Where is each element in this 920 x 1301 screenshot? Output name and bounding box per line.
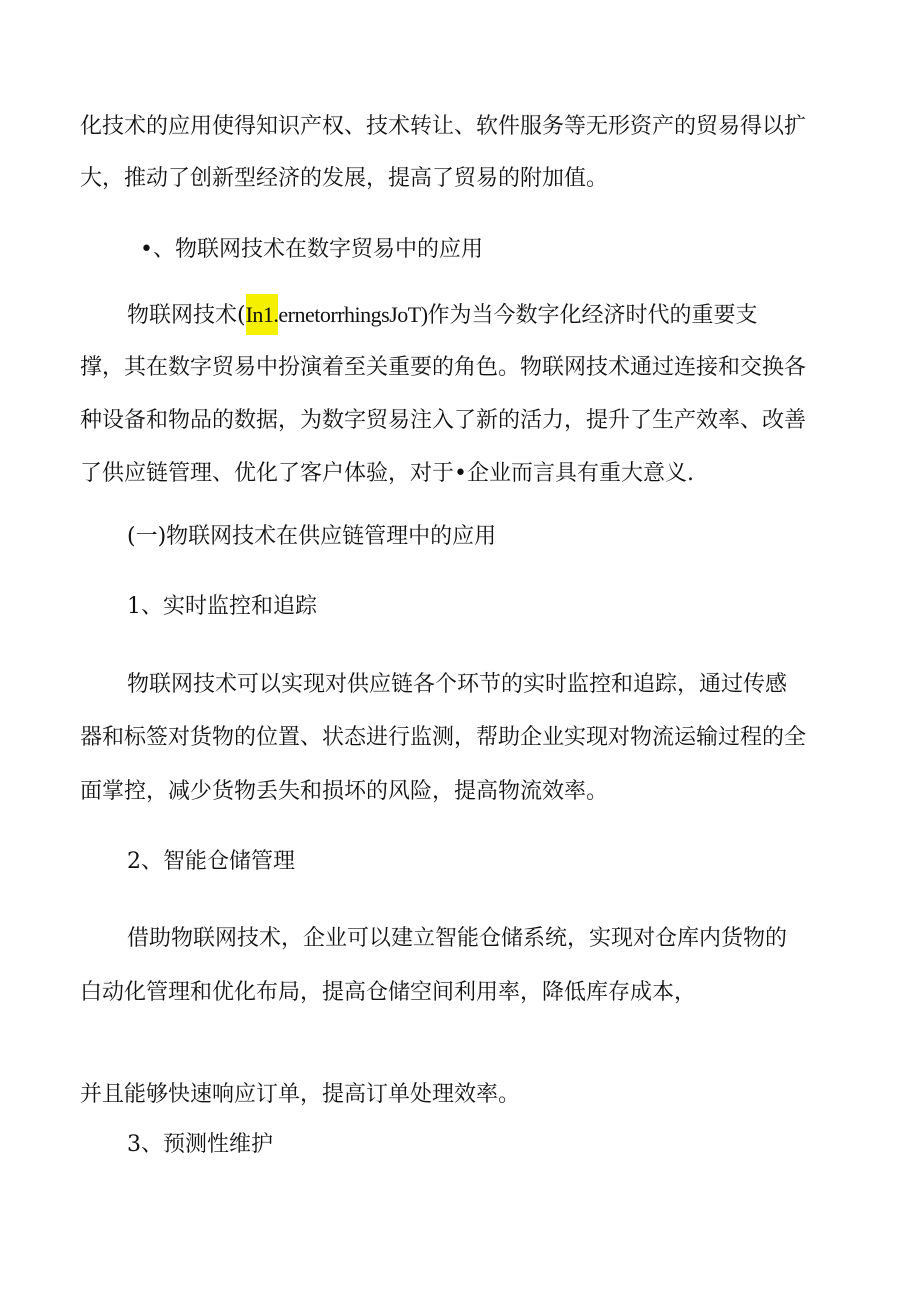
- highlighted-text: In1.: [246, 294, 279, 335]
- paragraph-line: 撑，其在数字贸易中扮演着至关重要的角色。物联网技术通过连接和交换各: [80, 355, 807, 380]
- subsection-heading: (一)物联网技术在供应链管理中的应用: [127, 524, 497, 549]
- paragraph-line: 了供应链管理、优化了客户体验，对于•企业而言具有重大意义.: [80, 461, 694, 486]
- intro-text: 物联网技术(: [127, 303, 246, 328]
- intro-text: 作为当今数字化经济时代的重要支: [427, 303, 758, 328]
- paragraph-line: 种设备和物品的数据，为数字贸易注入了新的活力，提升了生产效率、改善: [80, 408, 807, 433]
- paragraph-line: 并且能够快速响应订单，提高订单处理效率。: [80, 1082, 521, 1107]
- paragraph-line: 面掌控，减少货物丢失和损坏的风险，提高物流效率。: [80, 779, 609, 804]
- item-heading: 3、预测性维护: [127, 1132, 273, 1157]
- paragraph-line: 物联网技术可以实现对供应链各个环节的实时监控和追踪，通过传感: [127, 672, 788, 697]
- paragraph-line: 白动化管理和优化布局，提高仓储空间利用率，降低库存成本，: [80, 980, 697, 1005]
- paragraph-line: 器和标签对货物的位置、状态进行监测，帮助企业实现对物流运输过程的全: [80, 725, 807, 750]
- paragraph-line: [127, 300, 758, 331]
- intro-latin-text: ernetorrhingsJoT): [278, 302, 428, 327]
- section-heading: •、物联网技术在数字贸易中的应用: [140, 237, 483, 262]
- item-heading: 2、智能仓储管理: [127, 849, 295, 874]
- item-heading: 1、实时监控和追踪: [127, 594, 317, 619]
- paragraph-line: 化技术的应用使得知识产权、技术转让、软件服务等无形资产的贸易得以扩: [80, 114, 807, 139]
- paragraph-line: 大，推动了创新型经济的发展，提高了贸易的附加值。: [80, 166, 609, 191]
- paragraph-line: 借助物联网技术，企业可以建立智能仓储系统，实现对仓库内货物的: [127, 926, 788, 951]
